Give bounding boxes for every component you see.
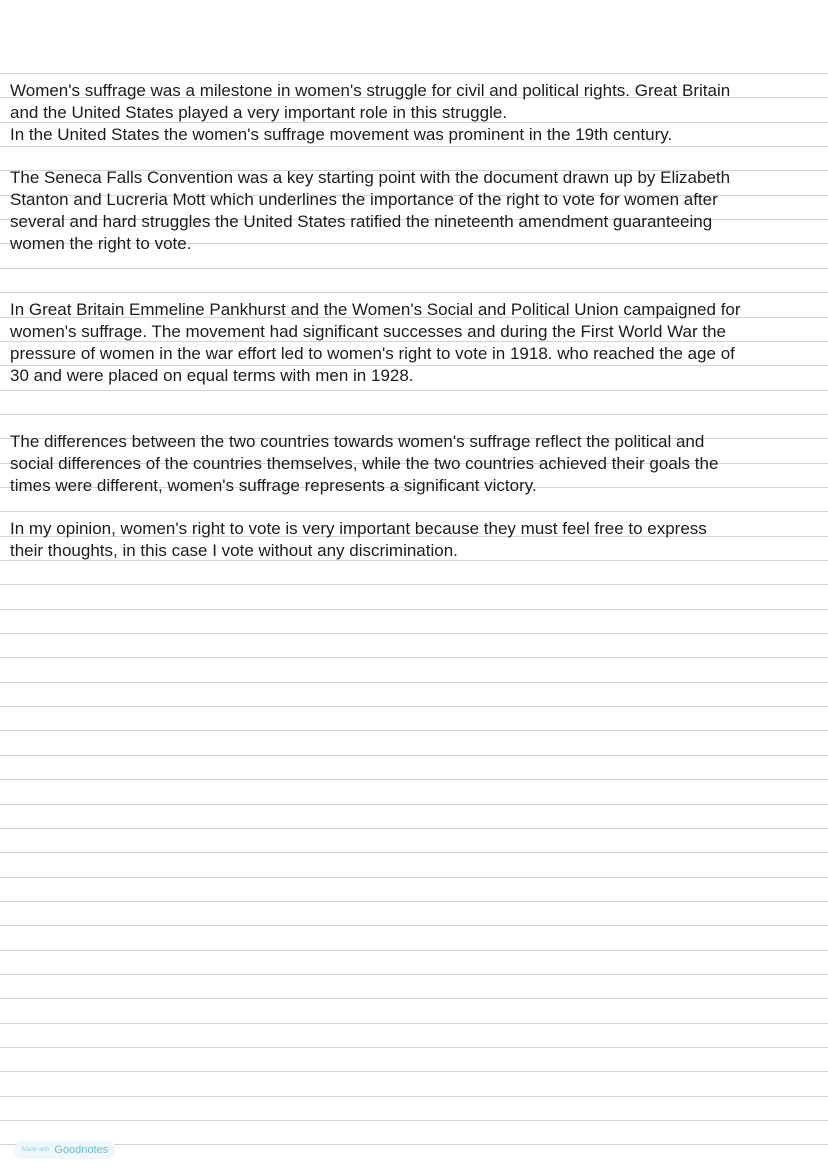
- text-line: Stanton and Lucreria Mott which underlines the importance of the right to vote for women after: [10, 190, 718, 209]
- ruled-line: [0, 877, 828, 878]
- ruled-line: [0, 146, 828, 147]
- ruled-line: [0, 828, 828, 829]
- ruled-line: [0, 268, 828, 269]
- ruled-line: [0, 682, 828, 683]
- ruled-line: [0, 73, 828, 74]
- ruled-line: [0, 925, 828, 926]
- ruled-line: [0, 414, 828, 415]
- ruled-line: [0, 657, 828, 658]
- ruled-line: [0, 511, 828, 512]
- text-line: pressure of women in the war effort led to women's right to vote in 1918. who reached the age of: [10, 344, 735, 363]
- text-line: In the United States the women's suffrage movement was prominent in the 19th century.: [10, 125, 673, 144]
- text-line: women's suffrage. The movement had significant successes and during the First World War the: [10, 322, 727, 341]
- text-line: women the right to vote.: [10, 234, 192, 253]
- ruled-line: [0, 901, 828, 902]
- ruled-line: [0, 584, 828, 585]
- ruled-line: [0, 609, 828, 610]
- text-line: their thoughts, in this case I vote without any discrimination.: [10, 541, 458, 560]
- goodnotes-badge: [14, 1141, 116, 1159]
- text-line: Women's suffrage was a milestone in women's struggle for civil and political rights. Great Britain: [10, 81, 731, 100]
- ruled-line: [0, 974, 828, 975]
- ruled-line: [0, 1120, 828, 1121]
- ruled-line: [0, 1047, 828, 1048]
- text-line: The Seneca Falls Convention was a key starting point with the document drawn up by Elizabeth: [10, 168, 731, 187]
- ruled-line: [0, 1144, 828, 1145]
- ruled-line: [0, 755, 828, 756]
- text-line: In my opinion, women's right to vote is very important because they must feel free to express: [10, 519, 707, 538]
- ruled-line: [0, 1023, 828, 1024]
- ruled-line: [0, 706, 828, 707]
- text-line: several and hard struggles the United States ratified the nineteenth amendment guaranteeing: [10, 212, 713, 231]
- text-line: times were different, women's suffrage represents a significant victory.: [10, 476, 537, 495]
- ruled-line: [0, 804, 828, 805]
- text-line: In Great Britain Emmeline Pankhurst and the Women's Social and Political Union campaigned for: [10, 300, 741, 319]
- ruled-line: [0, 1071, 828, 1072]
- ruled-line: [0, 950, 828, 951]
- ruled-line: [0, 1096, 828, 1097]
- text-line: 30 and were placed on equal terms with men in 1928.: [10, 366, 414, 385]
- ruled-line: [0, 779, 828, 780]
- ruled-line: [0, 292, 828, 293]
- text-line: social differences of the countries themselves, while the two countries achieved their goals the: [10, 454, 719, 473]
- ruled-line: [0, 730, 828, 731]
- ruled-line: [0, 390, 828, 391]
- ruled-line: [0, 852, 828, 853]
- ruled-line: [0, 633, 828, 634]
- badge-brand: Goodnotes: [54, 1144, 109, 1156]
- text-line: and the United States played a very important role in this struggle.: [10, 103, 508, 122]
- badge-made-with: Made with: [22, 1147, 50, 1153]
- ruled-line: [0, 998, 828, 999]
- text-line: The differences between the two countries towards women's suffrage reflect the political and: [10, 432, 705, 451]
